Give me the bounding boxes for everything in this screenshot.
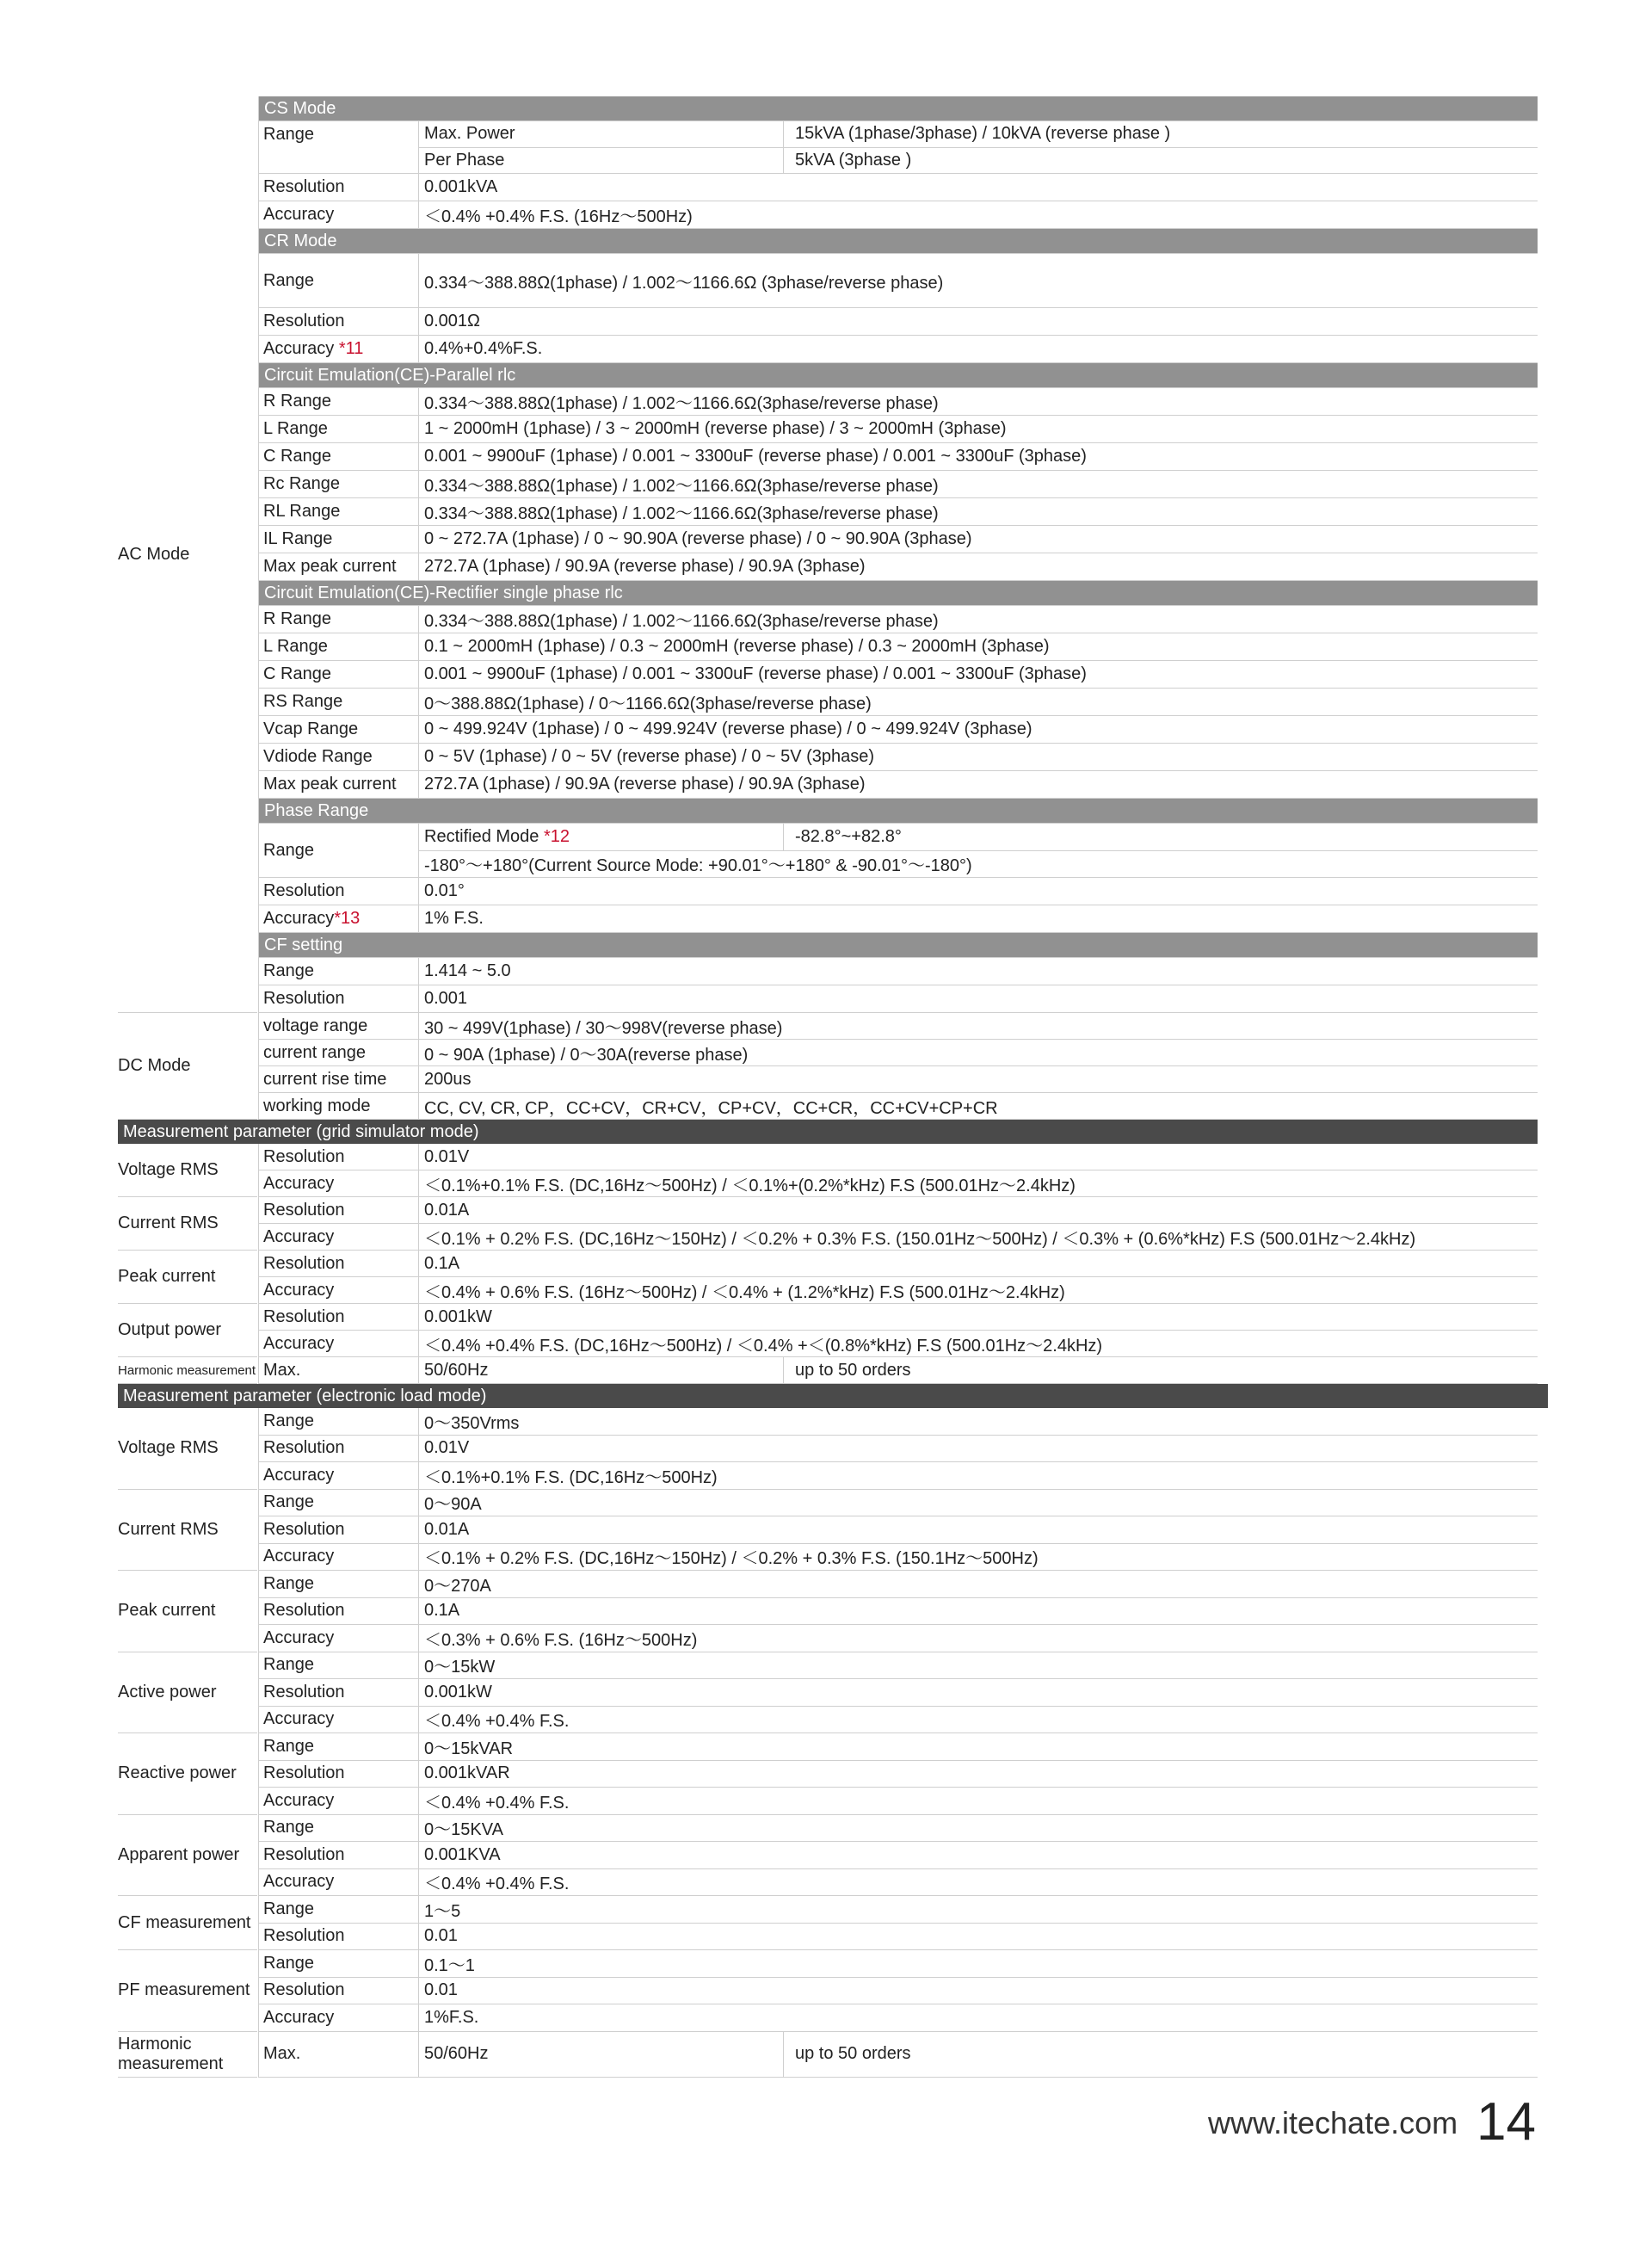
phase-resolution-row xyxy=(259,878,1538,905)
load-measurement-header: Measurement parameter (electronic load mode) xyxy=(118,1384,1548,1408)
cr-resolution-value: 0.001Ω xyxy=(424,312,480,330)
load-measurement-group-label: Peak current xyxy=(118,1571,257,1652)
ce-rectifier-row xyxy=(259,771,1538,799)
load-measurement-row xyxy=(259,1571,1538,1598)
dc-mode-row xyxy=(259,1093,1538,1120)
grid-measurement-row-value: ＜0.4% +0.4% F.S. (DC,16Hz～500Hz) / ＜0.4% +＜(0.8%*kHz) F.S (500.01Hz～2.4kHz) xyxy=(424,1336,1103,1356)
grid-harmonic-max-label: Max. xyxy=(259,1357,419,1383)
load-measurement-row-label: Resolution xyxy=(259,1598,419,1625)
grid-measurement-header: Measurement parameter (grid simulator mode) xyxy=(118,1120,1538,1144)
grid-harmonic-section xyxy=(118,1357,1538,1384)
cs-accuracy-value: ＜0.4% +0.4% F.S. (16Hz～500Hz) xyxy=(424,207,693,226)
load-measurement-row-value: 0.01 xyxy=(424,1926,458,1946)
footer-url[interactable]: www.itechate.com xyxy=(1208,2105,1458,2140)
cs-range-row xyxy=(259,121,1538,174)
cf-range-value: 1.414 ~ 5.0 xyxy=(424,961,511,980)
cs-resolution-value: 0.001kVA xyxy=(424,177,498,196)
ce-parallel-row-label: RL Range xyxy=(259,498,419,525)
dc-mode-row-value: 0 ~ 90A (1phase) / 0～30A(reverse phase) xyxy=(424,1045,749,1065)
ce-parallel-row-label: R Range xyxy=(259,388,419,415)
ce-parallel-row-value: 0.334～388.88Ω(1phase) / 1.002～1166.6Ω(3phase/reverse phase) xyxy=(424,477,939,496)
load-measurement-group-label: Apparent power xyxy=(118,1815,257,1897)
load-measurement-row xyxy=(259,1924,1538,1951)
load-measurement-row xyxy=(259,1788,1538,1815)
load-measurement-row-value: 1%F.S. xyxy=(424,2007,479,2027)
grid-measurement-row-label: Resolution xyxy=(259,1251,419,1276)
load-measurement-row-label: Resolution xyxy=(259,1924,419,1950)
grid-harmonic-label: Harmonic measurement xyxy=(118,1357,257,1384)
load-measurement-row xyxy=(259,1462,1538,1490)
cs-max-power-value: 15kVA (1phase/3phase) / 10kVA (reverse phase ) xyxy=(795,124,1171,144)
load-measurement-row xyxy=(259,1761,1538,1788)
phase-range-header: Phase Range xyxy=(259,799,1538,824)
load-measurement-row-value: 0～15KVA xyxy=(424,1820,503,1840)
phase-range-row xyxy=(259,824,1538,878)
grid-harmonic-value: 50/60Hz xyxy=(419,1357,784,1383)
load-measurement-row-label: Resolution xyxy=(259,1679,419,1706)
ce-rectifier-row-label: R Range xyxy=(259,606,419,633)
ce-rectifier-row xyxy=(259,689,1538,716)
ce-parallel-row-value: 1 ~ 2000mH (1phase) / 3 ~ 2000mH (reverse phase) / 3 ~ 2000mH (3phase) xyxy=(424,419,1007,438)
load-measurement-row xyxy=(259,1408,1538,1436)
load-measurement-row-label: Range xyxy=(259,1408,419,1435)
load-measurement-row xyxy=(259,1733,1538,1761)
grid-harmonic-row xyxy=(259,1357,1538,1384)
load-measurement-group-label: Voltage RMS xyxy=(118,1408,257,1490)
load-measurement-row-label: Resolution xyxy=(259,1842,419,1868)
load-measurement-row-label: Range xyxy=(259,1896,419,1923)
load-measurement-row xyxy=(259,1625,1538,1652)
cr-range-label: Range xyxy=(259,254,419,307)
phase-accuracy-label: Accuracy xyxy=(263,909,335,928)
load-measurement-row-label: Range xyxy=(259,1733,419,1760)
load-measurement-row-label: Resolution xyxy=(259,1978,419,2004)
grid-measurement-row-value: 0.001kW xyxy=(424,1306,492,1326)
load-measurement-row xyxy=(259,1598,1538,1626)
grid-measurement-row-value: 0.1A xyxy=(424,1253,460,1273)
load-measurement-row xyxy=(259,1950,1538,1978)
ce-rectifier-row-value: 0～388.88Ω(1phase) / 0～1166.6Ω(3phase/reverse phase) xyxy=(424,695,872,713)
dc-mode-row-value: 30 ~ 499V(1phase) / 30～998V(reverse phase) xyxy=(424,1018,783,1038)
load-harmonic-value: 50/60Hz xyxy=(419,2032,784,2077)
load-measurement-row-label: Accuracy xyxy=(259,1462,419,1489)
cr-resolution-label: Resolution xyxy=(259,308,419,335)
load-measurement-row-value: ＜0.1%+0.1% F.S. (DC,16Hz～500Hz) xyxy=(424,1467,718,1487)
load-measurement-row-value: ＜0.4% +0.4% F.S. xyxy=(424,1712,570,1732)
grid-measurement-group xyxy=(118,1251,1538,1304)
ce-parallel-row xyxy=(259,388,1538,416)
load-measurement-row-label: Accuracy xyxy=(259,2004,419,2031)
dc-mode-section xyxy=(118,1013,1538,1120)
grid-measurement-row xyxy=(259,1144,1538,1170)
load-measurement-row-value: 0～90A xyxy=(424,1495,482,1515)
ce-rectifier-row xyxy=(259,716,1538,744)
ce-rectifier-row-label: RS Range xyxy=(259,689,419,715)
ce-rectifier-row-value: 0.334～388.88Ω(1phase) / 1.002～1166.6Ω(3phase/reverse phase) xyxy=(424,612,939,631)
load-harmonic-label: Harmonic measurement xyxy=(118,2032,257,2078)
dc-mode-row-label: current rise time xyxy=(259,1066,419,1092)
rectified-mode-cell xyxy=(419,824,784,850)
ce-parallel-row-value: 0.334～388.88Ω(1phase) / 1.002～1166.6Ω(3phase/reverse phase) xyxy=(424,504,939,523)
cs-resolution-label: Resolution xyxy=(259,174,419,201)
cr-range-row xyxy=(259,254,1538,308)
ce-rectifier-row xyxy=(259,744,1538,771)
grid-measurement-group-label: Output power xyxy=(118,1304,257,1357)
load-measurement-group xyxy=(118,1896,1538,1950)
ce-rectifier-row-label: L Range xyxy=(259,633,419,660)
load-measurement-row-label: Accuracy xyxy=(259,1869,419,1896)
load-measurement-group xyxy=(118,1408,1538,1490)
cr-resolution-row xyxy=(259,308,1538,336)
grid-measurement-row xyxy=(259,1304,1538,1331)
footnote-11: *11 xyxy=(338,339,364,358)
rectified-mode-label: Rectified Mode xyxy=(424,826,539,846)
load-measurement-row xyxy=(259,1436,1538,1463)
load-measurement-row-value: 0～350Vrms xyxy=(424,1413,520,1433)
grid-measurement-row-label: Resolution xyxy=(259,1197,419,1223)
ce-parallel-row xyxy=(259,526,1538,553)
load-harmonic-max-label: Max. xyxy=(259,2032,419,2077)
dc-mode-row-label: working mode xyxy=(259,1093,419,1119)
load-measurement-row xyxy=(259,1516,1538,1544)
cr-accuracy-value: 0.4%+0.4%F.S. xyxy=(424,339,543,358)
load-measurement-row xyxy=(259,1652,1538,1680)
load-measurement-row-value: 0.1A xyxy=(424,1601,460,1621)
load-measurement-row-value: ＜0.3% + 0.6% F.S. (16Hz～500Hz) xyxy=(424,1630,698,1650)
cr-mode-header: CR Mode xyxy=(259,229,1538,254)
load-measurement-group-label: Current RMS xyxy=(118,1490,257,1572)
load-measurement-row-value: 0～15kW xyxy=(424,1658,496,1677)
load-measurement-group-label: CF measurement xyxy=(118,1896,257,1950)
cs-per-phase-value: 5kVA (3phase ) xyxy=(795,150,912,170)
cf-resolution-row xyxy=(259,985,1538,1013)
load-harmonic-section xyxy=(118,2032,1538,2078)
cr-range-value: 0.334～388.88Ω(1phase) / 1.002～1166.6Ω (3phase/reverse phase) xyxy=(424,273,944,293)
dc-mode-row xyxy=(259,1066,1538,1093)
ce-rectifier-row-label: Vcap Range xyxy=(259,716,419,743)
grid-measurement-groups xyxy=(118,1144,1538,1357)
load-measurement-row-label: Accuracy xyxy=(259,1788,419,1814)
dc-mode-row-label: current range xyxy=(259,1040,419,1065)
load-measurement-group-label: Reactive power xyxy=(118,1733,257,1815)
cs-mode-header: CS Mode xyxy=(259,96,1538,121)
grid-harmonic-value2: up to 50 orders xyxy=(795,1360,911,1380)
ce-parallel-header: Circuit Emulation(CE)-Parallel rlc xyxy=(259,363,1538,388)
load-measurement-row-label: Range xyxy=(259,1815,419,1842)
load-measurement-row-label: Accuracy xyxy=(259,1707,419,1733)
ce-parallel-rows xyxy=(259,388,1538,581)
dc-mode-row-label: voltage range xyxy=(259,1013,419,1039)
load-measurement-row-label: Range xyxy=(259,1571,419,1597)
ce-rectifier-row-label: Vdiode Range xyxy=(259,744,419,770)
grid-measurement-row xyxy=(259,1331,1538,1357)
cs-range-label: Range xyxy=(259,121,419,173)
load-measurement-row-value: 0.001KVA xyxy=(424,1844,501,1864)
load-measurement-row xyxy=(259,1896,1538,1924)
grid-measurement-group xyxy=(118,1304,1538,1357)
grid-measurement-row-label: Resolution xyxy=(259,1144,419,1170)
ce-parallel-row xyxy=(259,443,1538,471)
cf-setting-header: CF setting xyxy=(259,933,1538,958)
grid-measurement-group xyxy=(118,1197,1538,1251)
ce-rectifier-row-value: 0.1 ~ 2000mH (1phase) / 0.3 ~ 2000mH (reverse phase) / 0.3 ~ 2000mH (3phase) xyxy=(424,637,1050,656)
cf-range-row xyxy=(259,958,1538,985)
grid-measurement-row xyxy=(259,1170,1538,1197)
grid-measurement-row xyxy=(259,1197,1538,1224)
load-measurement-row-value: 0.01A xyxy=(424,1519,470,1539)
ce-rectifier-row-label: C Range xyxy=(259,661,419,688)
grid-measurement-row-value: ＜0.4% + 0.6% F.S. (16Hz～500Hz) / ＜0.4% + (1.2%*kHz) F.S (500.01Hz～2.4kHz) xyxy=(424,1282,1065,1302)
load-measurement-row-label: Resolution xyxy=(259,1516,419,1543)
load-harmonic-row xyxy=(259,2032,1538,2078)
cs-accuracy-label: Accuracy xyxy=(259,201,419,228)
dc-mode-row xyxy=(259,1013,1538,1040)
grid-measurement-row-value: ＜0.1%+0.1% F.S. (DC,16Hz～500Hz) / ＜0.1%+(0.2%*kHz) F.S (500.01Hz～2.4kHz) xyxy=(424,1176,1076,1195)
ce-parallel-row-value: 0.334～388.88Ω(1phase) / 1.002～1166.6Ω(3phase/reverse phase) xyxy=(424,394,939,413)
load-measurement-group xyxy=(118,1950,1538,2032)
footnote-13: *13 xyxy=(334,909,361,928)
cf-range-label: Range xyxy=(259,958,419,985)
grid-measurement-group-label: Peak current xyxy=(118,1251,257,1304)
ce-rectifier-row-label: Max peak current xyxy=(259,771,419,798)
ce-rectifier-row xyxy=(259,661,1538,689)
grid-measurement-row-value: 0.01A xyxy=(424,1200,470,1220)
load-measurement-row xyxy=(259,1978,1538,2005)
dc-mode-row-value: CC, CV, CR, CP，CC+CV，CR+CV，CP+CV，CC+CR，CC+CV+CP+CR xyxy=(424,1098,998,1118)
load-measurement-group-label: Active power xyxy=(118,1652,257,1734)
load-measurement-row xyxy=(259,1707,1538,1734)
load-measurement-groups xyxy=(118,1408,1538,2032)
phase-accuracy-cell xyxy=(259,905,419,932)
load-measurement-row-label: Resolution xyxy=(259,1436,419,1462)
ce-parallel-row-label: Rc Range xyxy=(259,471,419,497)
phase-range-label: Range xyxy=(259,824,419,877)
grid-measurement-row-label: Accuracy xyxy=(259,1170,419,1196)
ac-mode-label: AC Mode xyxy=(118,96,257,1013)
load-measurement-row-label: Range xyxy=(259,1490,419,1516)
ce-rectifier-header: Circuit Emulation(CE)-Rectifier single phase rlc xyxy=(259,581,1538,606)
ce-parallel-row-label: L Range xyxy=(259,416,419,442)
ce-rectifier-row-value: 272.7A (1phase) / 90.9A (reverse phase) / 90.9A (3phase) xyxy=(424,775,866,794)
ce-rectifier-rows xyxy=(259,606,1538,799)
grid-measurement-row-label: Accuracy xyxy=(259,1224,419,1250)
load-measurement-row-value: 0.01V xyxy=(424,1438,470,1458)
grid-measurement-group-label: Voltage RMS xyxy=(118,1144,257,1197)
load-measurement-row-label: Range xyxy=(259,1652,419,1679)
load-measurement-row-value: 0～15kVAR xyxy=(424,1739,514,1758)
load-harmonic-value2: up to 50 orders xyxy=(795,2044,911,2063)
spec-table xyxy=(118,96,1538,2078)
ce-parallel-row-value: 0 ~ 272.7A (1phase) / 0 ~ 90.90A (reverse phase) / 0 ~ 90.90A (3phase) xyxy=(424,529,972,548)
grid-measurement-row xyxy=(259,1251,1538,1277)
load-measurement-group xyxy=(118,1490,1538,1572)
grid-measurement-row-value: 0.01V xyxy=(424,1146,470,1166)
cr-accuracy-row xyxy=(259,336,1538,363)
cr-accuracy-cell xyxy=(259,336,419,362)
ce-parallel-row-value: 272.7A (1phase) / 90.9A (reverse phase) / 90.9A (3phase) xyxy=(424,557,866,576)
load-measurement-group xyxy=(118,1571,1538,1652)
ce-parallel-row xyxy=(259,553,1538,581)
dc-mode-row-value: 200us xyxy=(424,1069,472,1089)
cs-accuracy-row xyxy=(259,201,1538,229)
ce-rectifier-row-value: 0 ~ 499.924V (1phase) / 0 ~ 499.924V (reverse phase) / 0 ~ 499.924V (3phase) xyxy=(424,720,1032,738)
load-measurement-row-value: 0.1～1 xyxy=(424,1955,475,1975)
phase-range-value: -180°～+180°(Current Source Mode: +90.01°～+180° & -90.01°～-180°) xyxy=(424,856,972,876)
grid-measurement-row-label: Accuracy xyxy=(259,1277,419,1303)
ce-parallel-row-value: 0.001 ~ 9900uF (1phase) / 0.001 ~ 3300uF (reverse phase) / 0.001 ~ 3300uF (3phase) xyxy=(424,447,1087,466)
load-measurement-row-label: Accuracy xyxy=(259,1625,419,1652)
load-measurement-row-value: 0.001kVAR xyxy=(424,1763,510,1783)
cr-accuracy-label: Accuracy xyxy=(263,339,335,358)
load-measurement-row-label: Range xyxy=(259,1950,419,1977)
grid-measurement-group xyxy=(118,1144,1538,1197)
grid-measurement-row-label: Resolution xyxy=(259,1304,419,1330)
grid-measurement-row-value: ＜0.1% + 0.2% F.S. (DC,16Hz～150Hz) / ＜0.2% + 0.3% F.S. (150.01Hz～500Hz) / ＜0.3% + (0.6%*kHz) F.S (500.01Hz～2.4kHz) xyxy=(424,1229,1416,1249)
cf-resolution-label: Resolution xyxy=(259,985,419,1012)
dc-mode-row xyxy=(259,1040,1538,1066)
ce-rectifier-row-value: 0 ~ 5V (1phase) / 0 ~ 5V (reverse phase) / 0 ~ 5V (3phase) xyxy=(424,747,875,766)
load-measurement-group xyxy=(118,1733,1538,1815)
load-measurement-row-value: ＜0.4% +0.4% F.S. xyxy=(424,1793,570,1813)
cs-per-phase-label: Per Phase xyxy=(419,148,784,174)
ce-parallel-row xyxy=(259,416,1538,443)
dc-mode-label: DC Mode xyxy=(118,1013,257,1120)
cs-resolution-row xyxy=(259,174,1538,201)
ce-rectifier-row xyxy=(259,633,1538,661)
load-measurement-group xyxy=(118,1815,1538,1897)
phase-accuracy-value: 1% F.S. xyxy=(424,909,484,928)
load-measurement-row xyxy=(259,1544,1538,1572)
dc-mode-rows xyxy=(258,1013,1538,1120)
load-measurement-row xyxy=(259,1490,1538,1517)
grid-measurement-row-label: Accuracy xyxy=(259,1331,419,1356)
load-measurement-row xyxy=(259,1815,1538,1843)
phase-resolution-label: Resolution xyxy=(259,878,419,905)
ac-mode-section xyxy=(118,96,1538,1013)
grid-measurement-row xyxy=(259,1277,1538,1304)
load-measurement-row xyxy=(259,1869,1538,1897)
cf-resolution-value: 0.001 xyxy=(424,989,468,1008)
load-measurement-row-value: ＜0.4% +0.4% F.S. xyxy=(424,1875,570,1894)
load-measurement-row-label: Resolution xyxy=(259,1761,419,1788)
grid-measurement-group-label: Current RMS xyxy=(118,1197,257,1251)
grid-measurement-row xyxy=(259,1224,1538,1251)
load-measurement-row xyxy=(259,1679,1538,1707)
rectified-mode-value: -82.8°~+82.8° xyxy=(795,826,902,846)
load-measurement-row-value: 0.01 xyxy=(424,1980,458,2000)
load-measurement-group xyxy=(118,1652,1538,1734)
load-measurement-row-value: 0～270A xyxy=(424,1576,491,1596)
ce-parallel-row-label: Max peak current xyxy=(259,553,419,580)
load-measurement-row xyxy=(259,1842,1538,1869)
load-measurement-row-label: Accuracy xyxy=(259,1544,419,1571)
ce-rectifier-row-value: 0.001 ~ 9900uF (1phase) / 0.001 ~ 3300uF (reverse phase) / 0.001 ~ 3300uF (3phase) xyxy=(424,664,1087,683)
footnote-12: *12 xyxy=(543,826,570,846)
load-measurement-row-value: 0.001kW xyxy=(424,1682,492,1702)
load-measurement-row xyxy=(259,2004,1538,2032)
load-measurement-row-value: ＜0.1% + 0.2% F.S. (DC,16Hz～150Hz) / ＜0.2% + 0.3% F.S. (150.1Hz～500Hz) xyxy=(424,1549,1039,1569)
page-number: 14 xyxy=(1476,2092,1536,2152)
load-measurement-group-label: PF measurement xyxy=(118,1950,257,2032)
ce-parallel-row-label: IL Range xyxy=(259,526,419,553)
ce-rectifier-row xyxy=(259,606,1538,633)
phase-resolution-value: 0.01° xyxy=(424,881,465,900)
ce-parallel-row-label: C Range xyxy=(259,443,419,470)
ce-parallel-row xyxy=(259,471,1538,498)
phase-accuracy-row xyxy=(259,905,1538,933)
load-measurement-row-value: 1～5 xyxy=(424,1901,461,1921)
cs-max-power-label: Max. Power xyxy=(419,121,784,147)
ce-parallel-row xyxy=(259,498,1538,526)
